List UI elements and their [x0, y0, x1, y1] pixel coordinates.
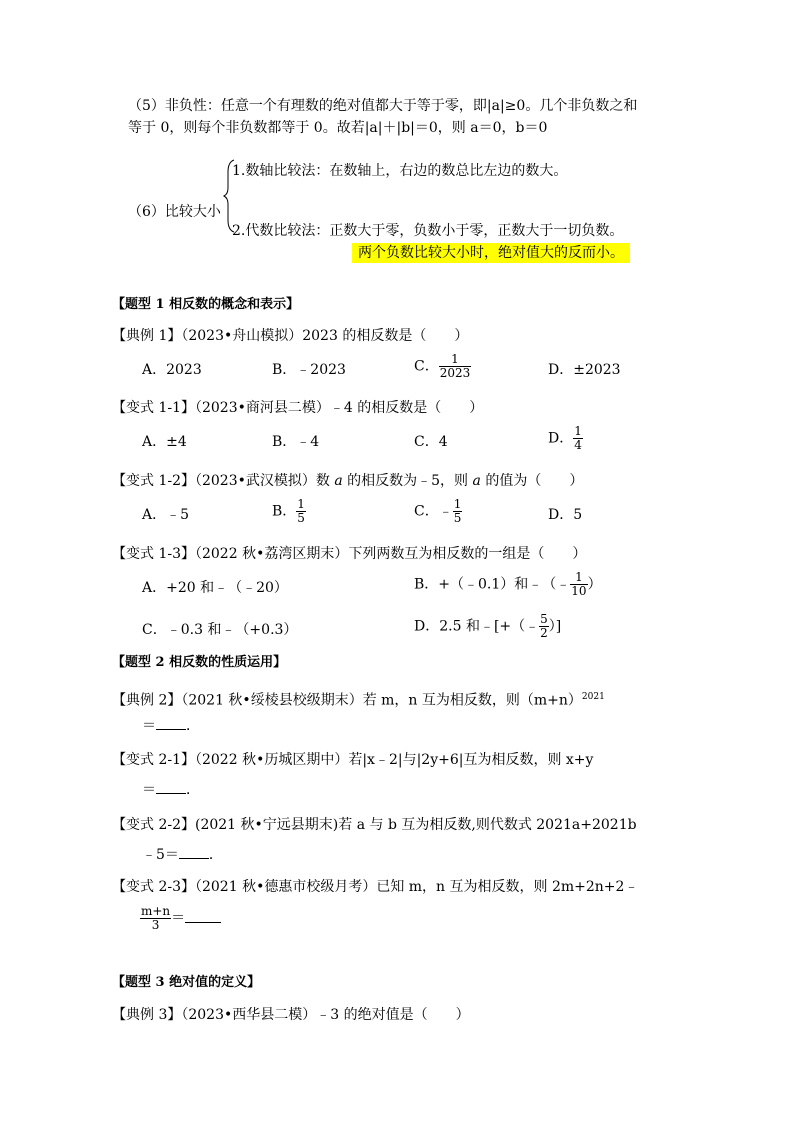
property-5-line2: 等于 0，则每个非负数都等于 0。故若|a|＋|b|＝0，则 a＝0，b＝0	[128, 120, 548, 136]
v12-option-b: B． $\frac{1}{5}$	[272, 497, 305, 525]
v13-option-a: A．+20 和﹣（﹣20）	[142, 580, 288, 596]
v12-option-a: A．﹣5	[142, 507, 190, 523]
variant-2-2-stem: 【变式 2-2】(2021 秋•宁远县期末)若 a 与 b 互为相反数,则代数式 2021a+2021b	[112, 817, 637, 833]
variant-1-3-stem: 【变式 1-3】（2022 秋•荔湾区期末）下列两数互为相反数的一组是（ ）	[112, 546, 587, 562]
type1-heading: 【题型 1 相反数的概念和表示】	[112, 297, 300, 312]
highlight-note: 两个负数比较大小时，绝对值大的反而小。	[352, 243, 630, 263]
variant-2-3-stem: 【变式 2-3】（2021 秋•德惠市校级月考）已知 m，n 互为相反数，则 2m+2n+2﹣	[112, 879, 639, 895]
type2-heading: 【题型 2 相反数的性质运用】	[112, 655, 287, 670]
property-6-label: （6）比较大小	[128, 204, 221, 220]
v12-option-d: D．5	[548, 507, 583, 523]
variant-1-2-stem: 【变式 1-2】（2023•武汉模拟）数 a 的相反数为﹣5，则 a 的值为（ ）	[112, 473, 584, 489]
property-5-line1: （5）非负性：任意一个有理数的绝对值都大于等于零，即|a|≥0。几个非负数之和	[128, 98, 638, 114]
ex1-option-c: C． $\frac{1}{2023}$	[414, 352, 471, 380]
example2-stem: 【典例 2】（2021 秋•绥棱县校级期末）若 m，n 互为相反数，则$(m+n)^{2021}$	[112, 692, 605, 709]
v11-option-c: C．4	[414, 434, 448, 450]
example2-answer-line: ＝ ．	[142, 718, 200, 734]
v13-option-b: B．+（﹣0.1）和﹣（﹣ $\frac{1}{10}$ ）	[414, 570, 602, 598]
example3-stem: 【典例 3】（2023•西华县二模）﹣3 的绝对值是（ ）	[112, 1007, 470, 1023]
v21-answer-line: ＝ ．	[142, 782, 200, 798]
variant-1-1-stem: 【变式 1-1】（2023•商河县二模）﹣4 的相反数是（ ）	[112, 400, 484, 416]
variant-2-1-stem: 【变式 2-1】（2022 秋•历城区期中）若|x﹣2|与|2y+6|互为相反数，则 x+y	[112, 752, 594, 768]
v23-expression: $\frac{m+n}{3}$ ＝	[140, 905, 221, 932]
v13-option-c: C．﹣0.3 和﹣（+0.3）	[142, 622, 298, 638]
v12-option-c: C．﹣ $\frac{1}{5}$	[414, 497, 462, 525]
type3-heading: 【题型 3 绝对值的定义】	[112, 975, 261, 990]
comparison-rule-2: 2.代数比较法：正数大于零，负数小于零，正数大于一切负数。	[232, 223, 624, 239]
v11-option-b: B．﹣4	[272, 434, 320, 450]
example1-stem: 【典例 1】（2023•舟山模拟）2023 的相反数是（ ）	[112, 328, 469, 344]
v11-option-d: D． $\frac{1}{4}$	[548, 424, 582, 452]
v13-option-d: D．2.5 和﹣[+（﹣ $\frac{5}{2}$ ）]	[414, 612, 562, 640]
ex1-option-d: D．±2023	[548, 362, 621, 378]
v11-option-a: A．±4	[142, 434, 187, 450]
v22-answer-line: ﹣5＝ ．	[142, 847, 223, 863]
comparison-rule-1: 1.数轴比较法：在数轴上，右边的数总比左边的数大。	[232, 163, 568, 179]
ex1-option-a: A．2023	[142, 362, 202, 378]
ex1-option-b: B．﹣2023	[272, 362, 346, 378]
